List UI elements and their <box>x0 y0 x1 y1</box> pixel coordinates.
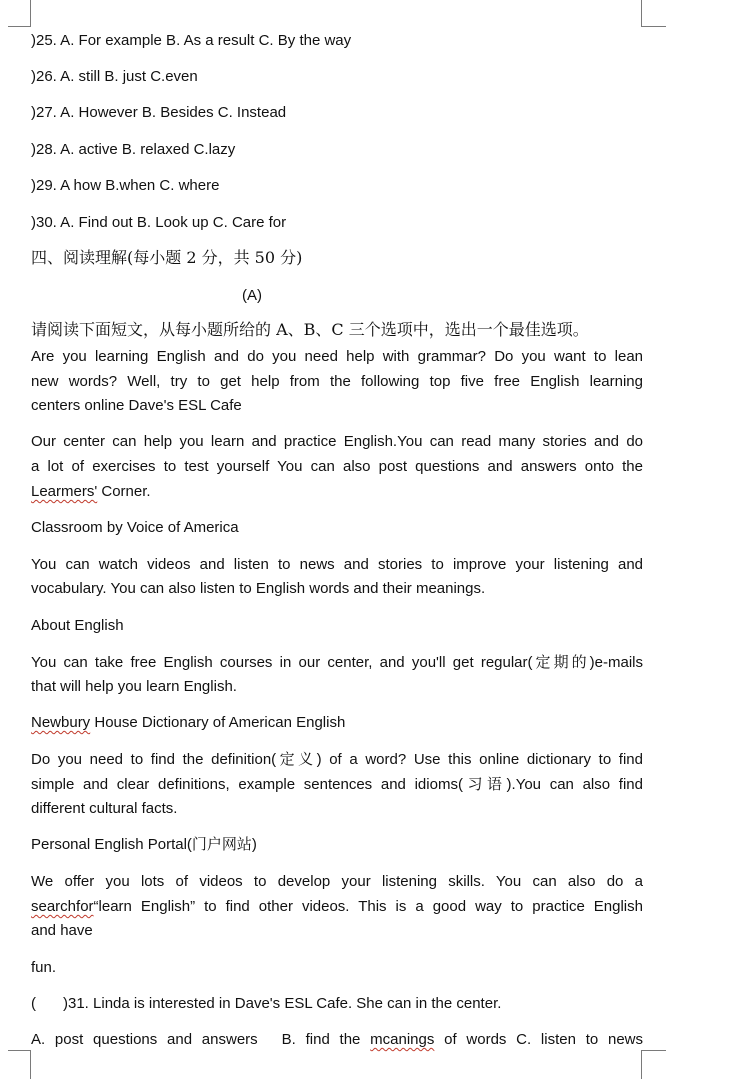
p5-line-4: fun. <box>31 959 57 976</box>
question-25: )25. A. For example B. As a result C. By the way <box>31 32 352 49</box>
intro-line-1: Are you learning English and do you need help with grammar? Do you want to lean <box>31 348 643 365</box>
crop-mark-bottom-left <box>8 1050 31 1079</box>
p1-line-1: Our center can help you learn and practice English.You can read many stories and do <box>31 433 643 450</box>
section-heading: 四、阅读理解(每小题 2 分，共 50 分) <box>31 248 303 267</box>
p1-line-3 <box>31 482 151 502</box>
question-28: )28. A. active B. relaxed C.lazy <box>31 141 236 158</box>
p3-line-1: You can take free English courses in our center, and you'll get regular(定期的)e-mails <box>31 654 643 671</box>
option-b-prefix: B. find the <box>281 1031 371 1048</box>
p1-line-3-rest: Corner. <box>97 483 151 500</box>
answer-blank: ( <box>31 995 36 1012</box>
instruction: 请阅读下面短文，从每小题所给的 A、B、C 三个选项中，选出一个最佳选项。 <box>31 320 589 339</box>
heading-dictionary-rest: House Dictionary of American English <box>90 714 346 731</box>
heading-voice-of-america: Classroom by Voice of America <box>31 519 239 536</box>
question-31-text: )31. Linda is interested in Dave's ESL Cafe. She can in the center. <box>63 995 502 1012</box>
intro-line-2: new words? Well, try to get help from the following top five free English learning <box>31 373 643 390</box>
p4-line-1: Do you need to find the definition(定义) of a word? Use this online dictionary to find <box>31 751 643 768</box>
heading-about-english: About English <box>31 617 124 634</box>
p5-line-3: and have <box>31 922 93 939</box>
misspelled-word: searchfor <box>31 898 94 915</box>
p2-line-2: vocabulary. You can also listen to English words and their meanings. <box>31 580 486 597</box>
intro-line-3: centers online Dave's ESL Cafe <box>31 397 242 414</box>
question-31-options <box>31 1028 643 1054</box>
crop-mark-bottom-right <box>641 1050 666 1079</box>
p3-line-2: that will help you learn English. <box>31 678 237 695</box>
option-a: A. post questions and answers <box>31 1031 258 1048</box>
question-29: )29. A how B.when C. where <box>31 177 220 194</box>
question-27: )27. A. However B. Besides C. Instead <box>31 104 287 121</box>
misspelled-word: mcanings <box>370 1031 435 1048</box>
crop-mark-top-left <box>8 0 31 27</box>
question-31 <box>31 994 501 1014</box>
p2-line-1: You can watch videos and listen to news and stories to improve your listening and <box>31 556 643 573</box>
misspelled-word: Learmers' <box>31 483 98 500</box>
option-b-suffix: of words C. listen to news <box>434 1031 643 1048</box>
heading-dictionary <box>31 713 345 733</box>
heading-portal: Personal English Portal(门户网站) <box>31 836 257 853</box>
p5-line-1: We offer you lots of videos to develop your listening skills. You can also do a <box>31 873 643 890</box>
p4-line-3: different cultural facts. <box>31 800 178 817</box>
question-26: )26. A. still B. just C.even <box>31 68 198 85</box>
p4-line-2: simple and clear definitions, example sentences and idioms(习语).You can also find <box>31 776 643 793</box>
p5-line-2-rest: “learn English” to find other videos. This is a good way to practice English <box>93 898 643 915</box>
p1-line-2: a lot of exercises to test yourself You can also post questions and answers onto the <box>31 458 643 475</box>
misspelled-word: Newbury <box>31 714 91 731</box>
question-30: )30. A. Find out B. Look up C. Care for <box>31 214 287 231</box>
passage-label-text: (A) <box>242 287 262 304</box>
crop-mark-top-right <box>641 0 666 27</box>
p5-line-2 <box>31 895 643 920</box>
